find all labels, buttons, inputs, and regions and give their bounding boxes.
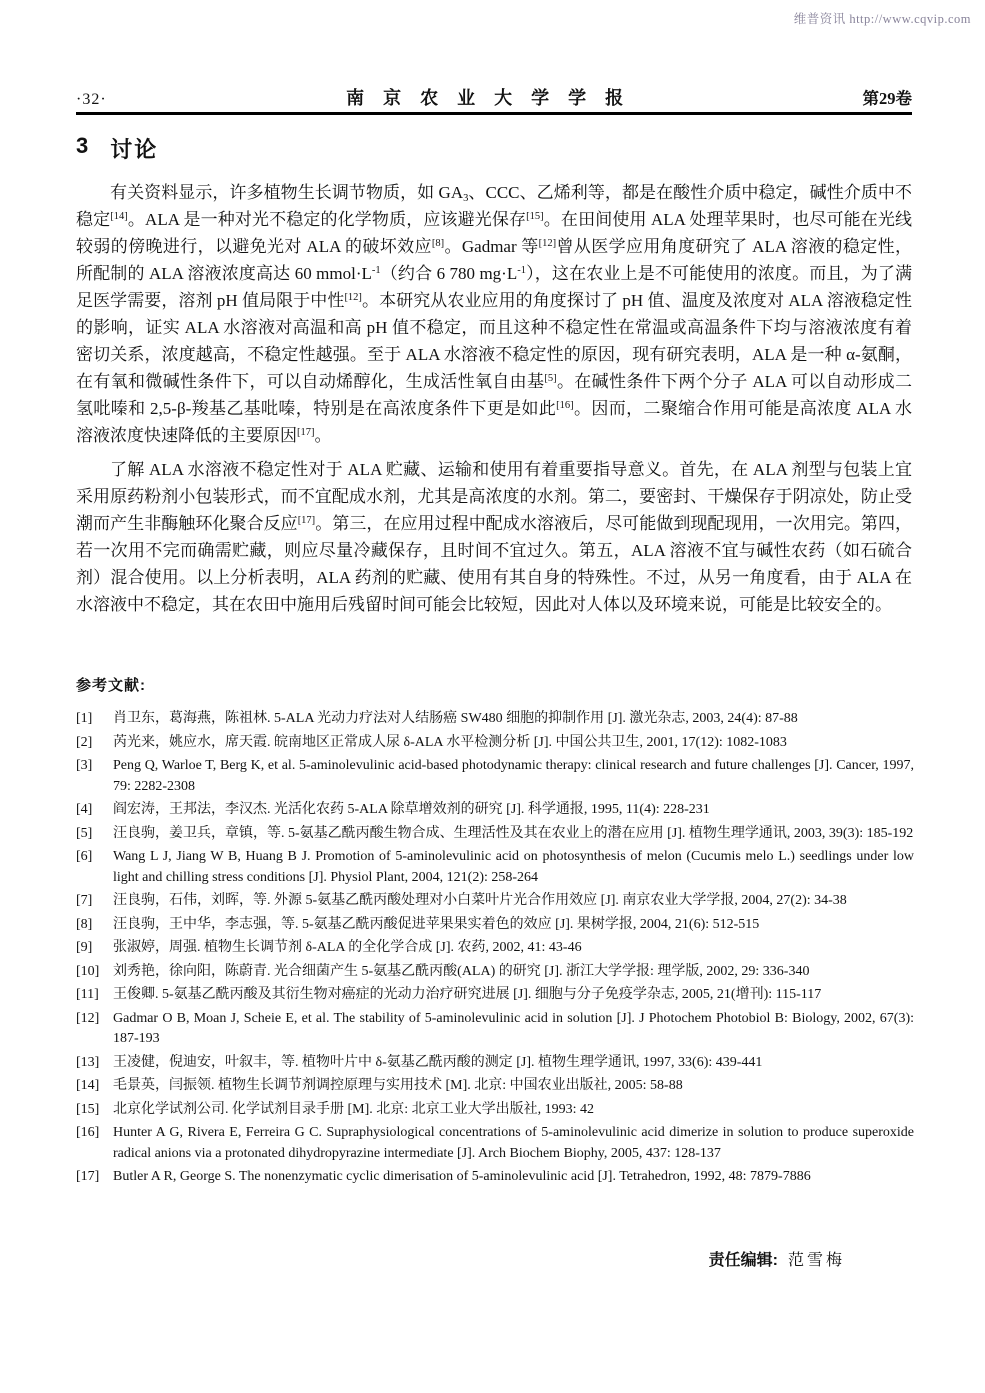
reference-item (76, 847, 914, 888)
editor-line (709, 1247, 845, 1270)
reference-item (76, 1009, 914, 1050)
reference-item (76, 938, 914, 959)
text-segment: 。 (314, 426, 332, 445)
chemical-subscript: 3 (463, 193, 469, 204)
reference-text: Butler A R, George S. The nonenzymatic cyclic dimerisation of 5-aminolevulinic acid [J]. Tetrahedron, 1992, 48: 7879-7886 (113, 1169, 811, 1184)
paragraph-2 (76, 456, 912, 618)
discussion-body (76, 179, 912, 618)
citation-superscript: [16] (556, 400, 574, 411)
citation-superscript: [17] (297, 427, 315, 438)
reference-number: [13] (76, 1054, 100, 1070)
reference-item (76, 800, 914, 821)
text-segment: 曾从医学应用角度研究了 ALA 溶液的稳定性，所配制的 ALA 溶液浓度高达 60 mmol·L (76, 237, 913, 283)
citation-superscript: [12] (538, 238, 557, 249)
reference-text: Wang L J, Jiang W B, Huang B J. Promotion of 5-aminolevulinic acid on photosynthesis of melon (Cucumis melo L.) seedlings under low light and chilling stress conditions [J]. Physiol Plant, 2004, 121(2): 258-264 (113, 849, 914, 885)
reference-number: [17] (76, 1169, 100, 1184)
text-segment: ），这在农业上是不可能使用的浓度。而且，为了满足医学需要，溶剂 pH 值局限于中性 (76, 264, 912, 310)
citation-superscript: [12] (344, 292, 362, 303)
reference-number: [14] (76, 1078, 100, 1093)
text-segment: （约合 6 780 mg·L (380, 264, 518, 283)
text-segment: 。Gadmar 等 (444, 237, 539, 256)
reference-text: 王俊卿. 5-氨基乙酰丙酸及其衍生物对癌症的光动力治疗研究进展 [J]. 细胞与分子免疫学杂志, 2005, 21(增刊): 115-117 (113, 987, 822, 1002)
page-number: ·32· (76, 91, 107, 108)
cqvip-watermark: 维普资讯 http://www.cqvip.com (793, 12, 971, 26)
reference-text: 汪良驹，姜卫兵，章镇，等. 5-氨基乙酰丙酸生物合成、生理活性及其在农业上的潜在应用 [J]. 植物生理学通讯, 2003, 39(3): 185-192 (113, 825, 914, 841)
citation-superscript: [14] (110, 211, 128, 222)
reference-item (76, 733, 914, 754)
text-segment: 。在碱性条件下两个分子 ALA 可以自动形成二氢吡嗪和 2,5-β-羧基乙基吡嗪，特别是在高浓度条件下更是如此 (76, 372, 913, 418)
exponent-superscript: -1 (517, 265, 526, 276)
reference-number: [2] (76, 734, 93, 750)
reference-text: 肖卫东，葛海燕，陈祖林. 5-ALA 光动力疗法对人结肠癌 SW480 细胞的抑制作用 [J]. 激光杂志, 2003, 24(4): 87-88 (113, 711, 798, 726)
reference-number: [15] (76, 1101, 100, 1117)
reference-number: [7] (76, 893, 93, 908)
reference-item (76, 756, 914, 797)
reference-text: Gadmar O B, Moan J, Scheie E, et al. The stability of 5-aminolevulinic acid in solution [J]. J Photochem Photobiol B: Biology, 2002, 67(3): 187-193 (113, 1010, 914, 1046)
reference-text: 汪良驹，石伟，刘晖，等. 外源 5-氨基乙酰丙酸处理对小白菜叶片光合作用效应 [J]. 南京农业大学学报, 2004, 27(2): 34-38 (113, 893, 847, 908)
reference-number: [9] (76, 940, 93, 955)
volume-label: 第29卷 (862, 89, 912, 108)
reference-text: 芮光来，姚应水，席天霞. 皖南地区正常成人尿 δ-ALA 水平检测分析 [J]. 中国公共卫生, 2001, 17(12): 1082-1083 (113, 734, 787, 750)
reference-number: [6] (76, 849, 93, 864)
reference-item (76, 1100, 914, 1121)
reference-text: 北京化学试剂公司. 化学试剂目录手册 [M]. 北京: 北京工业大学出版社, 1993: 42 (113, 1101, 595, 1117)
reference-text: Peng Q, Warloe T, Berg K, et al. 5-aminolevulinic acid-based photodynamic therapy: clinical research and future challenges [J]. Cancer, 1997, 79: 2282-2308 (113, 758, 914, 794)
citation-superscript: [8] (431, 238, 445, 249)
reference-item (76, 915, 914, 936)
reference-text: Hunter A G, Rivera E, Ferreira G C. Supraphysiological concentrations of 5-aminolevulinic acid dimerize in solution to produce superoxide radical anions via a protonated dihydropyrazine intermediate [J]. Arch Biochem Biophy, 2005, 437: 128-137 (113, 1125, 914, 1161)
reference-item (76, 985, 914, 1006)
citation-superscript: [15] (526, 211, 544, 222)
reference-number: [12] (76, 1010, 100, 1026)
section-title: 讨论 (110, 137, 159, 162)
page-header (76, 84, 912, 110)
exponent-superscript: -1 (371, 265, 381, 276)
text-segment: 有关资料显示，许多植物生长调节物质，如 GA (110, 183, 464, 202)
reference-text: 张淑婷，周强. 植物生长调节剂 δ-ALA 的全化学合成 [J]. 农药, 2002, 41: 43-46 (113, 940, 582, 955)
reference-item (76, 1123, 914, 1164)
text-segment: 。因而，二聚缩合作用可能是高浓度 ALA 水溶液浓度快速降低的主要原因 (76, 399, 912, 445)
reference-item (76, 824, 914, 845)
paragraph-1 (76, 179, 912, 449)
reference-text: 毛景英，闫振领. 植物生长调节剂调控原理与实用技术 [M]. 北京: 中国农业出版社, 2005: 58-88 (113, 1078, 683, 1093)
journal-title: 南京农业大学学报 (346, 88, 643, 108)
references-list (76, 709, 914, 1191)
text-segment: 。ALA 是一种对光不稳定的化学物质，应该避光保存 (127, 210, 527, 229)
editor-name: 范雪梅 (787, 1252, 845, 1269)
section-heading (76, 133, 158, 164)
reference-text: 汪良驹，王中华，李志强，等. 5-氨基乙酰丙酸促进苹果果实着色的效应 [J]. 果树学报, 2004, 21(6): 512-515 (113, 916, 760, 932)
text-segment: 。本研究从农业应用的角度探讨了 pH 值、温度及浓度对 ALA 溶液稳定性的影响，证实 ALA 水溶液对高温和高 pH 值不稳定，而且这种不稳定性在常温或高温条件下均与溶液浓度有着密切关系，浓度越高，不稳定性越强。至于 ALA 水溶液不稳定性的原因，现有研究表明，ALA 是一种 α-氨酮，在有氧和微碱性条件下，可以自动烯醇化，生成活性氧自由基 (76, 291, 913, 391)
header-rule (76, 112, 912, 115)
text-segment: 。在田间使用 ALA 处理苹果时，也尽可能在光线较弱的傍晚进行，以避免光对 ALA 的破坏效应 (76, 210, 913, 256)
citation-superscript: [5] (544, 373, 557, 384)
reference-number: [8] (76, 916, 93, 932)
reference-item (76, 1053, 914, 1074)
section-number: 3 (76, 133, 91, 158)
editor-label: 责任编辑: (708, 1252, 778, 1269)
reference-text: 阎宏涛，王邦法，李汉杰. 光活化农药 5-ALA 除草增效剂的研究 [J]. 科学通报, 1995, 11(4): 228-231 (113, 802, 710, 817)
reference-item (76, 962, 914, 983)
text-segment: 。第三，在应用过程中配成水溶液后，尽可能做到现配现用，一次用完。第四，若一次用不完而确需贮藏，则应尽量冷藏保存，且时间不宜过久。第五，ALA 溶液不宜与碱性农药（如石硫合剂）混合使用。以上分析表明，ALA 药剂的贮藏、使用有其自身的特殊性。不过，从另一角度看，由于 ALA 在水溶液中不稳定，其在农田中施用后残留时间可能会比较短，因此对人体以及环境来说，可能是比较安全的。 (76, 514, 913, 614)
citation-superscript: [17] (297, 515, 316, 526)
reference-item (76, 709, 914, 730)
reference-number: [4] (76, 802, 93, 817)
reference-text: 王凌健，倪迪安，叶叙丰，等. 植物叶片中 δ-氨基乙酰丙酸的测定 [J]. 植物生理学通讯, 1997, 33(6): 439-441 (113, 1054, 763, 1070)
reference-number: [1] (76, 711, 93, 726)
references-heading: 参考文献: (76, 677, 146, 694)
text-segment: 、CCC、乙烯利等，都是在酸性介质中稳定，碱性介质中不稳定 (76, 183, 912, 229)
reference-number: [5] (76, 825, 93, 841)
reference-number: [11] (76, 987, 99, 1002)
reference-number: [10] (76, 963, 100, 979)
reference-item (76, 1167, 914, 1188)
reference-number: [16] (76, 1125, 100, 1140)
reference-item (76, 1076, 914, 1097)
text-segment: 了解 ALA 水溶液不稳定性对于 ALA 贮藏、运输和使用有着重要指导意义。首先，在 ALA 剂型与包装上宜采用原药粉剂小包装形式，而不宜配成水剂，尤其是高浓度的水剂。第二，要密封、干燥保存于阴凉处，防止受潮而产生非酶触环化聚合反应 (76, 460, 912, 533)
reference-text: 刘秀艳，徐向阳，陈蔚青. 光合细菌产生 5-氨基乙酰丙酸(ALA) 的研究 [J]. 浙江大学学报: 理学版, 2002, 29: 336-340 (113, 963, 810, 979)
reference-number: [3] (76, 758, 93, 773)
reference-item (76, 891, 914, 912)
